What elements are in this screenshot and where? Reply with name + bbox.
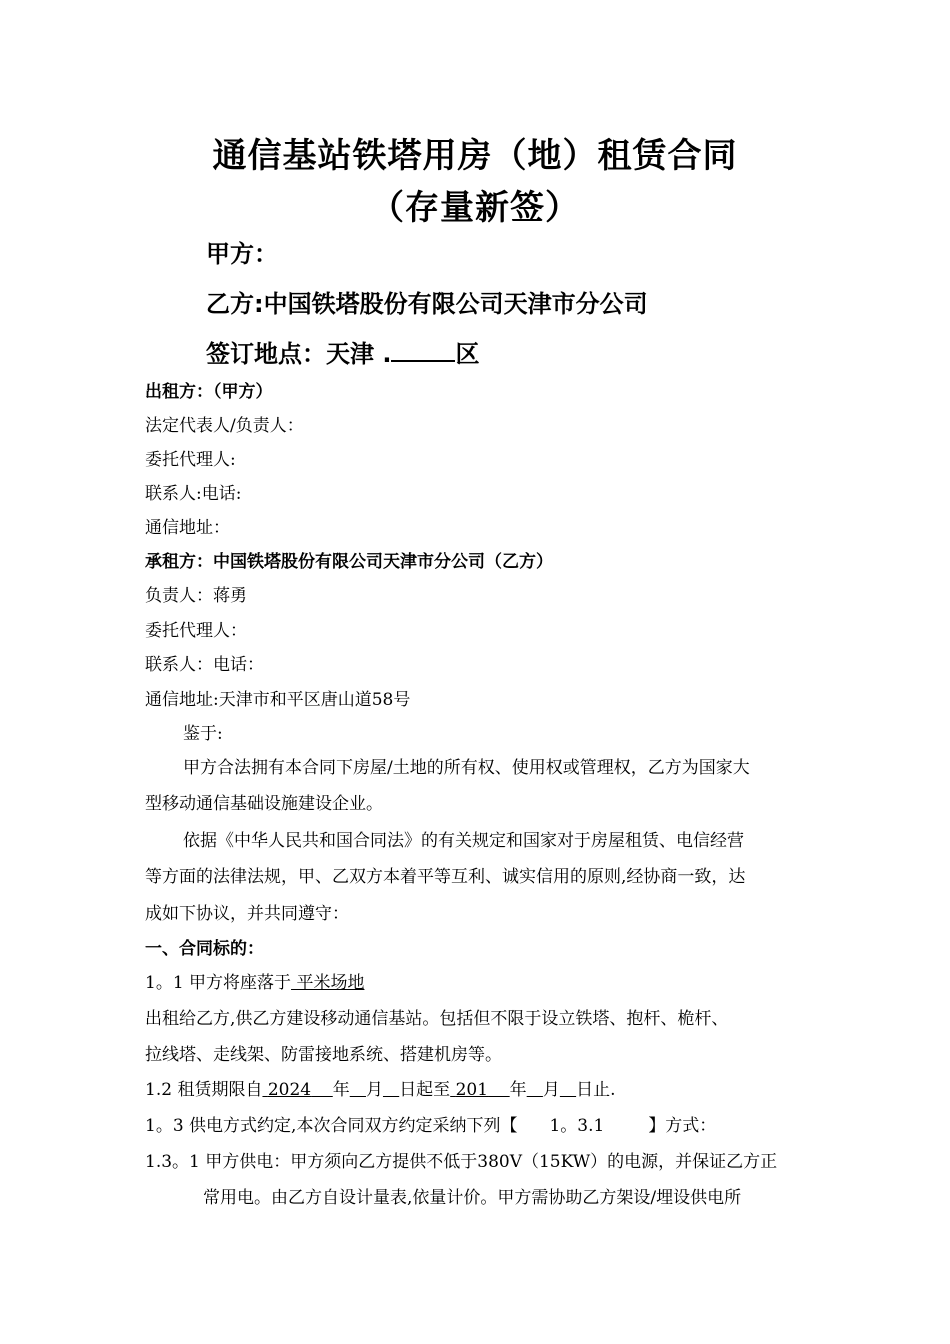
preamble-p2-line3: 成如下协议，并共同遵守： bbox=[145, 904, 349, 924]
preamble-p2-line2: 等方面的法律法规，甲、乙双方本着平等互利、诚实信用的原则,经协商一致，达 bbox=[145, 867, 746, 887]
lease-end-month-blank bbox=[527, 1080, 543, 1100]
clause-1-1-prefix: 1。1 甲方将座落于 bbox=[145, 973, 292, 993]
lessee-agent: 委托代理人： bbox=[145, 621, 247, 641]
clause-1-1-underlined: 平米场地 bbox=[291, 973, 365, 993]
clause-1-3 bbox=[145, 1111, 716, 1136]
whereas-label: 鉴于: bbox=[183, 724, 223, 744]
party-b-label: 乙方:中国铁塔股份有限公司天津市分公司 bbox=[206, 290, 648, 318]
lessee-contact: 联系人：电话： bbox=[145, 655, 264, 675]
day-from-label: 日起至 bbox=[399, 1080, 451, 1100]
signing-location bbox=[206, 334, 479, 369]
signing-location-suffix: 区 bbox=[455, 340, 480, 368]
preamble-p2-line1: 依据《中华人民共和国合同法》的有关规定和国家对于房屋租赁、电信经营 bbox=[183, 831, 744, 851]
clause-1-3-prefix: 1。3 供电方式约定,本次合同双方约定采纳下列【 bbox=[145, 1116, 518, 1136]
lease-end-year-value: 201 bbox=[455, 1080, 489, 1100]
lessee-heading: 承租方：中国铁塔股份有限公司天津市分公司（乙方） bbox=[145, 552, 553, 572]
lease-start-day-blank bbox=[383, 1080, 399, 1100]
lessor-address: 通信地址： bbox=[145, 518, 230, 538]
preamble-p1-line2: 型移动通信基础设施建设企业。 bbox=[145, 794, 383, 814]
lease-end-day-blank bbox=[560, 1080, 576, 1100]
month-label: 月 bbox=[365, 1080, 383, 1100]
clause-1-3-1-line1: 1.3。1 甲方供电：甲方须向乙方提供不低于380V（15KW）的电源，并保证乙方正 bbox=[145, 1152, 778, 1172]
day-end-label: 日止. bbox=[576, 1080, 616, 1100]
preamble-p1-line1: 甲方合法拥有本合同下房屋/土地的所有权、使用权或管理权，乙方为国家大 bbox=[183, 758, 750, 778]
clause-1-2-prefix: 1.2 租赁期限自 bbox=[145, 1080, 263, 1100]
lease-start-year bbox=[262, 1080, 332, 1100]
lessor-legal-rep: 法定代表人/负责人： bbox=[145, 416, 304, 436]
section-1-heading: 一、合同标的： bbox=[145, 939, 264, 959]
year-label-2: 年 bbox=[509, 1080, 527, 1100]
clause-1-3-suffix: 】方式： bbox=[648, 1116, 717, 1136]
power-supply-choice: 1。3.1 bbox=[549, 1116, 605, 1136]
lessor-agent: 委托代理人: bbox=[145, 450, 236, 470]
clause-1-1-line3: 拉线塔、走线架、防雷接地系统、搭建机房等。 bbox=[145, 1045, 502, 1065]
clause-1-1-line2: 出租给乙方,供乙方建设移动通信基站。包括但不限于设立铁塔、抱杆、桅杆、 bbox=[145, 1009, 729, 1029]
clause-1-2 bbox=[145, 1075, 616, 1100]
clause-1-3-1-line2: 常用电。由乙方自设计量表,依量计价。甲方需协助乙方架设/埋设供电所 bbox=[203, 1188, 742, 1208]
year-label: 年 bbox=[332, 1080, 350, 1100]
month-label-2: 月 bbox=[542, 1080, 560, 1100]
lessor-heading: 出租方：（甲方） bbox=[145, 382, 273, 402]
lease-start-month-blank bbox=[350, 1080, 366, 1100]
lessor-contact: 联系人:电话: bbox=[145, 484, 242, 504]
lessee-address: 通信地址:天津市和平区唐山道58号 bbox=[145, 690, 411, 710]
signing-location-prefix: 签订地点：天津 . bbox=[206, 340, 392, 368]
document-subtitle: （存量新签） bbox=[370, 188, 580, 228]
lease-end-year bbox=[450, 1080, 509, 1100]
district-blank bbox=[391, 340, 455, 362]
lease-start-year-value: 2024 bbox=[267, 1080, 312, 1100]
party-a-label: 甲方： bbox=[206, 240, 278, 268]
lessee-person-in-charge: 负责人：蒋勇 bbox=[145, 586, 247, 606]
clause-1-1-line1 bbox=[145, 968, 364, 993]
document-title: 通信基站铁塔用房（地）租赁合同 bbox=[212, 136, 738, 176]
